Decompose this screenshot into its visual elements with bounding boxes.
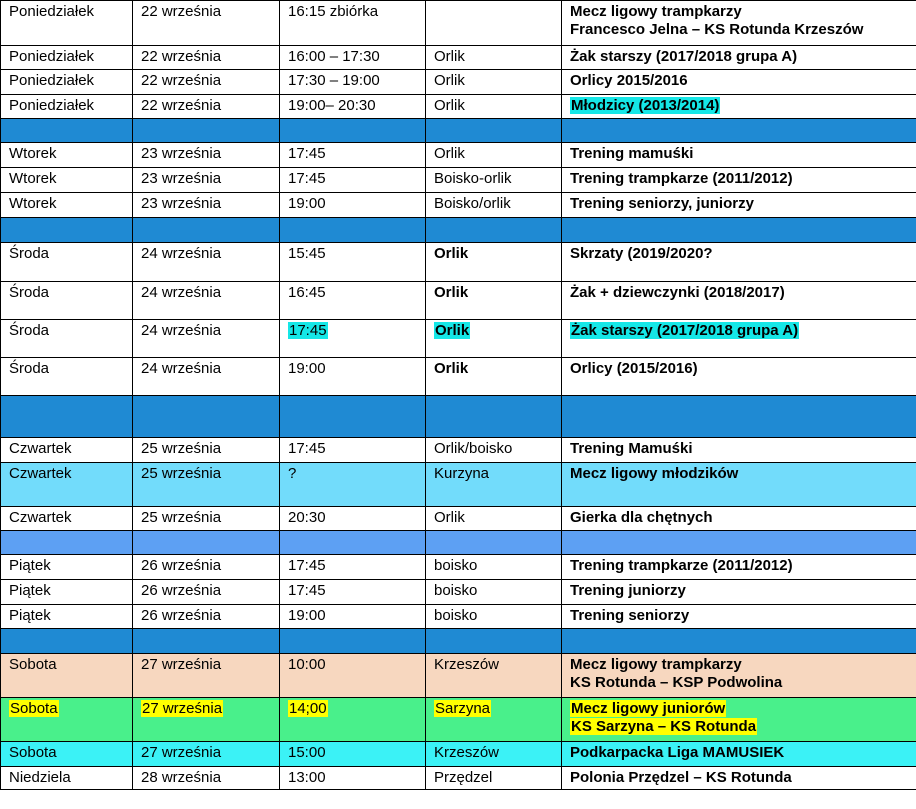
cell-text: Środa <box>9 322 50 339</box>
cell-place <box>426 507 562 531</box>
cell-text: Orlik <box>434 360 469 377</box>
separator-cell <box>280 218 426 243</box>
cell-text: Młodzicy (2013/2014) <box>571 97 720 114</box>
cell-text: Wtorek <box>9 195 57 212</box>
cell-event <box>562 168 916 193</box>
separator-cell <box>1 119 133 143</box>
table-row <box>1 507 916 531</box>
cell-date <box>133 143 280 168</box>
separator-cell <box>426 629 562 654</box>
cell-time <box>280 767 426 790</box>
separator-row <box>1 119 916 143</box>
cell-day <box>1 168 133 193</box>
cell-event <box>562 95 916 119</box>
cell-text: Środa <box>9 284 50 301</box>
cell-text: 24 września <box>141 322 222 339</box>
table-row <box>1 282 916 320</box>
cell-date <box>133 767 280 790</box>
separator-cell <box>426 218 562 243</box>
cell-text: Żak + dziewczynki (2018/2017) <box>570 284 785 301</box>
cell-text: Orlik <box>434 48 465 65</box>
cell-text: 14;00 <box>289 700 327 717</box>
cell-text: 22 września <box>141 48 222 65</box>
separator-cell <box>280 531 426 555</box>
cell-text: 27 września <box>142 700 223 717</box>
cell-text: 23 września <box>141 195 222 212</box>
cell-text: KS Rotunda – KSP Podwolina <box>570 674 783 691</box>
cell-time <box>280 654 426 698</box>
cell-text: 16:15 zbiórka <box>288 3 379 20</box>
separator-cell <box>1 218 133 243</box>
cell-date <box>133 1 280 46</box>
cell-place <box>426 555 562 580</box>
cell-day <box>1 507 133 531</box>
cell-text: boisko <box>434 582 478 599</box>
cell-text: Środa <box>9 360 50 377</box>
cell-day <box>1 580 133 605</box>
cell-text: 24 września <box>141 360 222 377</box>
cell-date <box>133 70 280 95</box>
cell-text: 19:00 <box>288 195 326 212</box>
cell-place <box>426 168 562 193</box>
cell-text: 17:45 <box>288 582 326 599</box>
cell-date <box>133 46 280 70</box>
separator-cell <box>426 396 562 438</box>
table-row <box>1 193 916 218</box>
separator-row <box>1 629 916 654</box>
cell-day <box>1 767 133 790</box>
cell-text: 15:00 <box>288 744 326 761</box>
cell-day <box>1 698 133 742</box>
table-row <box>1 1 916 46</box>
cell-day <box>1 46 133 70</box>
cell-place <box>426 580 562 605</box>
cell-event <box>562 698 916 742</box>
cell-time <box>280 358 426 396</box>
cell-event <box>562 580 916 605</box>
table-row <box>1 463 916 507</box>
cell-text: Wtorek <box>9 145 57 162</box>
cell-text: 17:45 <box>288 440 326 457</box>
cell-day <box>1 654 133 698</box>
cell-text: 27 września <box>141 656 222 673</box>
cell-time <box>280 463 426 507</box>
cell-text: Niedziela <box>9 769 71 786</box>
cell-place <box>426 95 562 119</box>
cell-text: boisko <box>434 607 478 624</box>
cell-text: Boisko-orlik <box>434 170 512 187</box>
separator-row <box>1 531 916 555</box>
cell-text: Krzeszów <box>434 744 500 761</box>
cell-text: 15:45 <box>288 245 326 262</box>
cell-event <box>562 358 916 396</box>
cell-text: Trening trampkarze (2011/2012) <box>570 557 793 574</box>
cell-text: 22 września <box>141 3 222 20</box>
cell-text: 26 września <box>141 557 222 574</box>
cell-text: 26 września <box>141 582 222 599</box>
cell-time <box>280 243 426 282</box>
cell-text: 26 września <box>141 607 222 624</box>
cell-text: Poniedziałek <box>9 3 95 20</box>
cell-day <box>1 243 133 282</box>
table-row <box>1 358 916 396</box>
cell-text: 22 września <box>141 97 222 114</box>
cell-text: 16:00 – 17:30 <box>288 48 380 65</box>
cell-day <box>1 95 133 119</box>
separator-cell <box>133 119 280 143</box>
cell-date <box>133 193 280 218</box>
separator-cell <box>562 396 916 438</box>
cell-place <box>426 282 562 320</box>
cell-event <box>562 282 916 320</box>
cell-time <box>280 698 426 742</box>
cell-day <box>1 358 133 396</box>
cell-text: Przędzel <box>434 769 493 786</box>
cell-day <box>1 143 133 168</box>
cell-text: KS Sarzyna – KS Rotunda <box>571 718 757 735</box>
cell-date <box>133 555 280 580</box>
cell-time <box>280 282 426 320</box>
cell-date <box>133 654 280 698</box>
table-row <box>1 698 916 742</box>
cell-place <box>426 767 562 790</box>
separator-cell <box>133 531 280 555</box>
cell-text: 13:00 <box>288 769 326 786</box>
cell-text: Trening juniorzy <box>570 582 686 599</box>
cell-text: Francesco Jelna – KS Rotunda Krzeszów <box>570 21 864 38</box>
cell-day <box>1 320 133 358</box>
cell-text: Żak starszy (2017/2018 grupa A) <box>571 322 799 339</box>
separator-cell <box>1 531 133 555</box>
cell-text: boisko <box>434 557 478 574</box>
separator-row <box>1 396 916 438</box>
separator-cell <box>133 218 280 243</box>
cell-time <box>280 555 426 580</box>
cell-text: Czwartek <box>9 465 72 482</box>
cell-time <box>280 70 426 95</box>
cell-date <box>133 438 280 463</box>
table-row <box>1 438 916 463</box>
table-row <box>1 767 916 790</box>
cell-text: Czwartek <box>9 440 72 457</box>
cell-text: Środa <box>9 245 50 262</box>
cell-day <box>1 282 133 320</box>
cell-event <box>562 767 916 790</box>
table-row <box>1 580 916 605</box>
cell-text: Sarzyna <box>435 700 491 717</box>
separator-cell <box>562 218 916 243</box>
cell-text: 22 września <box>141 72 222 89</box>
separator-cell <box>280 119 426 143</box>
table-row <box>1 70 916 95</box>
cell-date <box>133 463 280 507</box>
cell-text: Trening seniorzy <box>570 607 690 624</box>
table-row <box>1 46 916 70</box>
cell-date <box>133 605 280 629</box>
cell-text: 25 września <box>141 465 222 482</box>
table-row <box>1 320 916 358</box>
cell-text: Trening mamuśki <box>570 145 694 162</box>
separator-cell <box>562 531 916 555</box>
table-row <box>1 243 916 282</box>
cell-day <box>1 1 133 46</box>
table-row <box>1 555 916 580</box>
cell-text: 17:45 <box>288 145 326 162</box>
cell-time <box>280 1 426 46</box>
cell-day <box>1 70 133 95</box>
cell-text: Trening seniorzy, juniorzy <box>570 195 754 212</box>
cell-day <box>1 193 133 218</box>
cell-place <box>426 243 562 282</box>
separator-row <box>1 218 916 243</box>
cell-text: Podkarpacka Liga MAMUSIEK <box>570 744 785 761</box>
cell-place <box>426 698 562 742</box>
cell-time <box>280 580 426 605</box>
separator-cell <box>562 119 916 143</box>
cell-text: Poniedziałek <box>9 48 95 65</box>
cell-text: Żak starszy (2017/2018 grupa A) <box>570 48 798 65</box>
cell-date <box>133 282 280 320</box>
cell-date <box>133 742 280 767</box>
separator-cell <box>280 396 426 438</box>
table-row <box>1 143 916 168</box>
cell-text: Sobota <box>9 656 57 673</box>
cell-text: 23 września <box>141 145 222 162</box>
cell-text: 17:45 <box>288 170 326 187</box>
cell-text: Piątek <box>9 582 51 599</box>
table-row <box>1 95 916 119</box>
cell-text: Krzeszów <box>434 656 500 673</box>
table-row <box>1 654 916 698</box>
cell-text: Orlik <box>435 322 470 339</box>
cell-day <box>1 555 133 580</box>
cell-text: Orlik <box>434 97 465 114</box>
cell-time <box>280 168 426 193</box>
cell-place <box>426 742 562 767</box>
cell-place <box>426 358 562 396</box>
cell-date <box>133 580 280 605</box>
cell-text: Gierka dla chętnych <box>570 509 713 526</box>
cell-text: 20:30 <box>288 509 326 526</box>
cell-event <box>562 193 916 218</box>
cell-event <box>562 70 916 95</box>
cell-text: 19:00– 20:30 <box>288 97 376 114</box>
cell-time <box>280 320 426 358</box>
table-row <box>1 605 916 629</box>
cell-day <box>1 463 133 507</box>
cell-text: Polonia Przędzel – KS Rotunda <box>570 769 792 786</box>
cell-place <box>426 193 562 218</box>
cell-day <box>1 438 133 463</box>
cell-event <box>562 320 916 358</box>
cell-text: 27 września <box>141 744 222 761</box>
cell-event <box>562 555 916 580</box>
cell-text: Kurzyna <box>434 465 490 482</box>
separator-cell <box>1 396 133 438</box>
cell-date <box>133 358 280 396</box>
cell-text: Orlik <box>434 509 465 526</box>
cell-text: 25 września <box>141 440 222 457</box>
cell-date <box>133 320 280 358</box>
cell-event <box>562 507 916 531</box>
cell-text: Orlicy 2015/2016 <box>570 72 688 89</box>
cell-event <box>562 438 916 463</box>
cell-day <box>1 742 133 767</box>
cell-text: 17:30 – 19:00 <box>288 72 380 89</box>
schedule-body <box>1 1 916 790</box>
cell-text: Piątek <box>9 607 51 624</box>
cell-text: Piątek <box>9 557 51 574</box>
cell-event <box>562 605 916 629</box>
cell-place <box>426 438 562 463</box>
cell-date <box>133 95 280 119</box>
cell-text: 24 września <box>141 284 222 301</box>
cell-time <box>280 95 426 119</box>
separator-cell <box>1 629 133 654</box>
table-row <box>1 168 916 193</box>
cell-time <box>280 605 426 629</box>
cell-text: Skrzaty (2019/2020? <box>570 245 713 262</box>
cell-text: Orlicy (2015/2016) <box>570 360 698 377</box>
cell-text: Boisko/orlik <box>434 195 511 212</box>
cell-text: ? <box>288 465 297 482</box>
cell-day <box>1 605 133 629</box>
separator-cell <box>562 629 916 654</box>
cell-date <box>133 243 280 282</box>
separator-cell <box>426 531 562 555</box>
cell-time <box>280 193 426 218</box>
cell-place <box>426 143 562 168</box>
cell-text: Sobota <box>10 700 58 717</box>
cell-place <box>426 46 562 70</box>
cell-place <box>426 1 562 46</box>
cell-text: Mecz ligowy juniorów <box>571 700 726 717</box>
cell-text: Czwartek <box>9 509 72 526</box>
cell-text: 23 września <box>141 170 222 187</box>
cell-text: 10:00 <box>288 656 326 673</box>
cell-time <box>280 143 426 168</box>
separator-cell <box>133 629 280 654</box>
cell-event <box>562 46 916 70</box>
separator-cell <box>426 119 562 143</box>
cell-time <box>280 46 426 70</box>
cell-text: Mecz ligowy młodzików <box>570 465 739 482</box>
cell-text: Orlik <box>434 245 469 262</box>
cell-time <box>280 742 426 767</box>
cell-date <box>133 507 280 531</box>
table-row <box>1 742 916 767</box>
cell-text: Poniedziałek <box>9 72 95 89</box>
cell-text: Poniedziałek <box>9 97 95 114</box>
cell-text: 24 września <box>141 245 222 262</box>
cell-event <box>562 463 916 507</box>
cell-text: Mecz ligowy trampkarzy <box>570 656 742 673</box>
cell-time <box>280 438 426 463</box>
cell-text: 19:00 <box>288 360 326 377</box>
cell-event <box>562 742 916 767</box>
cell-text: Wtorek <box>9 170 57 187</box>
cell-text: Orlik <box>434 72 465 89</box>
cell-time <box>280 507 426 531</box>
cell-text: 28 września <box>141 769 222 786</box>
separator-cell <box>133 396 280 438</box>
cell-place <box>426 320 562 358</box>
cell-place <box>426 654 562 698</box>
cell-text: Sobota <box>9 744 57 761</box>
cell-text: 25 września <box>141 509 222 526</box>
cell-text: Orlik <box>434 284 469 301</box>
cell-text: Trening trampkarze (2011/2012) <box>570 170 793 187</box>
cell-text: 17:45 <box>289 322 327 339</box>
cell-event <box>562 143 916 168</box>
cell-text: Trening Mamuśki <box>570 440 693 457</box>
cell-text: Orlik/boisko <box>434 440 513 457</box>
cell-date <box>133 698 280 742</box>
cell-place <box>426 70 562 95</box>
cell-event <box>562 654 916 698</box>
separator-cell <box>280 629 426 654</box>
cell-date <box>133 168 280 193</box>
cell-text: Orlik <box>434 145 465 162</box>
cell-text: 16:45 <box>288 284 326 301</box>
cell-event <box>562 1 916 46</box>
cell-place <box>426 605 562 629</box>
cell-event <box>562 243 916 282</box>
cell-text: 17:45 <box>288 557 326 574</box>
cell-text: 19:00 <box>288 607 326 624</box>
cell-place <box>426 463 562 507</box>
cell-text: Mecz ligowy trampkarzy <box>570 3 742 20</box>
